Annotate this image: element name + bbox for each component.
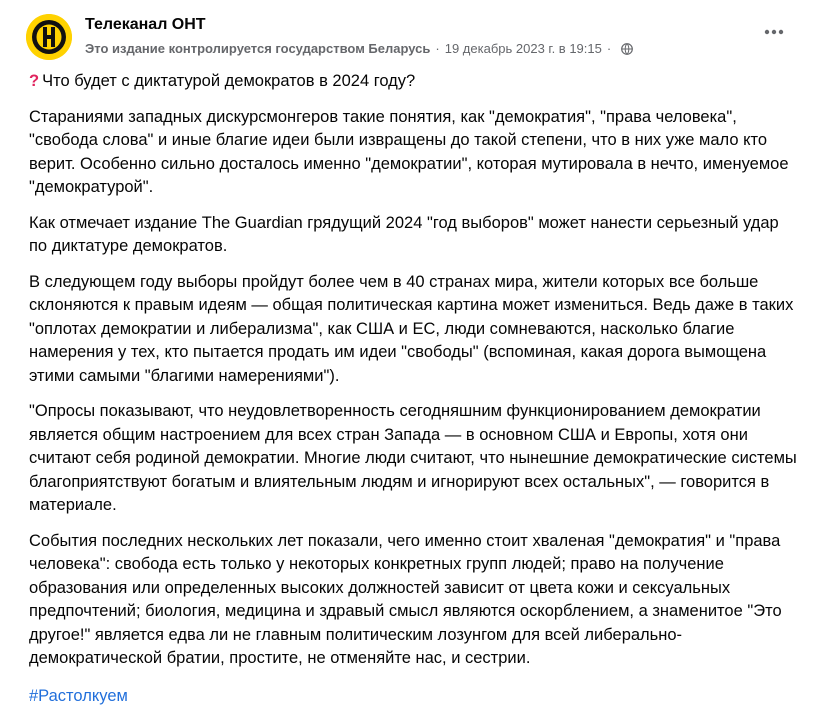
globe-icon (621, 43, 633, 55)
meta-separator: · (607, 41, 611, 56)
page-avatar[interactable] (26, 14, 72, 60)
paragraph-4: "Опросы показывают, что неудовлетворенность сегодняшним функционированием демократии является общим настроением для всех стран Запада — в основном США и Европы, хотя они считают себя родиной демократии. Многие люди считают, что нынешние демократические системы благоприятствуют богатым и влиятельным людям и игнорируют всех остальных", — говорится в материале. (29, 400, 799, 518)
paragraph-3: В следующем году выборы пройдут более чем в 40 странах мира, жители которых все больше склоняются к правым идеям — общая политическая картина может измениться. Ведь даже в таких "оплотах демократии и либерализма", как США и ЕС, люди сомневаются, насколько благие намерения у тех, кто пытается продать им идеи "свободы" (вспоминая, какая дорога вымощена этими самыми "благими намерениями"). (29, 271, 799, 389)
paragraph-5: События последних нескольких лет показали, чего именно стоит хваленая "демократия" и "права человека": свобода есть только у некоторых конкретных групп людей; право на получение образования или определенных высоких должностей зависит от цвета кожи и сексуальных предпочтений; биология, медицина и здравый смысл являются оскорблением, а знаменитое "Это другое!" является едва ли не главным политическим лозунгом для всей либерально-демократической братии, простите, не отменяйте нас, и сестрии. (29, 530, 799, 671)
ont-logo-icon (26, 14, 72, 60)
post-meta (85, 41, 633, 56)
state-controlled-label[interactable]: Это издание контролируется государством Беларусь (85, 41, 430, 56)
post-header (26, 14, 796, 60)
post-body (29, 70, 799, 708)
hashtag-link[interactable]: #Растолкуем (29, 685, 128, 708)
paragraph-1: Стараниями западных дискурсмонгеров такие понятия, как "демократия", "права человека", "свобода слова" и иные благие идеи были извращены до такой степени, что в них уже мало кто верит. Особенно сильно досталось именно "демократии", которая мутировала в нечто, именуемое "демократурой". (29, 106, 799, 200)
red-question-mark-icon: ? (29, 70, 39, 94)
more-horizontal-icon (764, 29, 784, 35)
meta-separator: · (435, 41, 439, 56)
post-headline (29, 70, 799, 94)
page-name[interactable]: Телеканал ОНТ (85, 16, 206, 34)
post-timestamp[interactable]: 19 декабрь 2023 г. в 19:15 (445, 41, 602, 56)
headline-text: Что будет с диктатурой демократов в 2024 году? (42, 72, 415, 90)
more-options-button[interactable] (760, 18, 788, 46)
paragraph-2: Как отмечает издание The Guardian грядущий 2024 "год выборов" может нанести серьезный удар по диктатуре демократов. (29, 212, 799, 259)
